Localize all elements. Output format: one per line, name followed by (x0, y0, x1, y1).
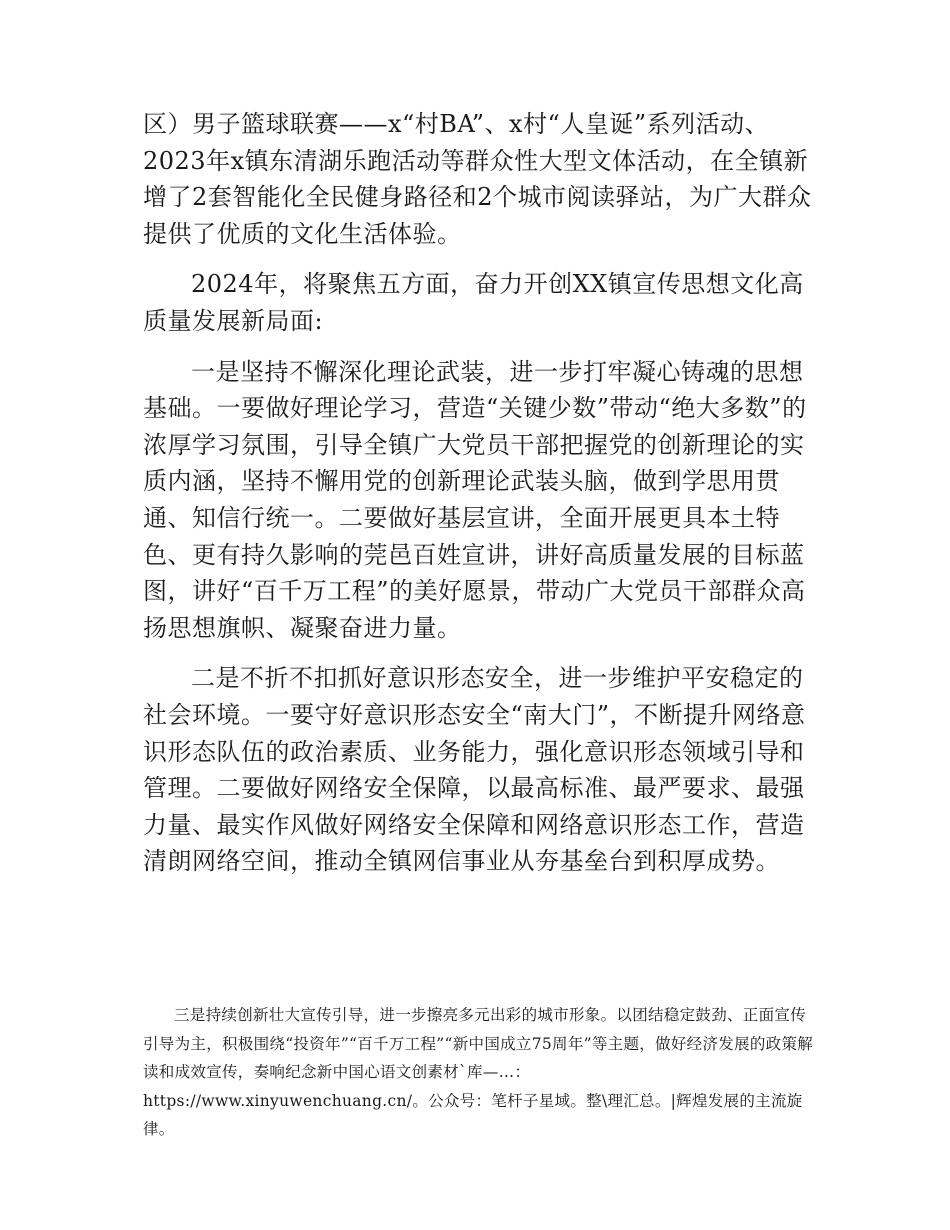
paragraph-continuation: 区）男子篮球联赛——x“村BA”、x村“人皇诞”系列活动、2023年x镇东清湖乐跑活动等群众性大型文体活动，在全镇新增了2套智能化全民健身路径和2个城市阅读驿站，为广大群众提供了优质的文化生活体验。 (143, 110, 812, 248)
document-small-paragraph (143, 1001, 815, 1144)
paragraph-2024-outlook: 2024年，将聚焦五方面，奋力开创XX镇宣传思想文化高质量发展新局面: (143, 270, 804, 335)
paragraph-publicity-guidance: 三是持续创新壮大宣传引导，进一步擦亮多元出彩的城市形象。以团结稳定鼓劲、正面宣传引导为主，积极围绕“投资年”“百千万工程”“新中国成立75周年”等主题，做好经济发展的政策解读和成效宣传，奏响纪念新中国心语文创素材`库—…：https://www.xinyuwenchuang.cn/。公众号：笔杆子星域。整\理汇总。|辉煌发展的主流旋律。 (143, 1006, 814, 1138)
document-body (143, 106, 815, 880)
paragraph-theory-armament: 一是坚持不懈深化理论武装，进一步打牢凝心铸魂的思想基础。一要做好理论学习，营造“关键少数”带动“绝大多数”的浓厚学习氛围，引导全镇广大党员干部把握党的创新理论的实质内涵，坚持不懈用党的创新理论武装头脑，做到学思用贯通、知信行统一。二要做好基层宣讲，全面开展更具本土特色、更有持久影响的莞邑百姓宣讲，讲好高质量发展的目标蓝图，讲好“百千万工程”的美好愿景，带动广大党员干部群众高扬思想旗帜、凝聚奋进力量。 (143, 357, 807, 642)
paragraph-ideology-security: 二是不折不扣抓好意识形态安全，进一步维护平安稳定的社会环境。一要守好意识形态安全“南大门”，不断提升网络意识形态队伍的政治素质、业务能力，强化意识形态领域引导和管理。二要做好网络安全保障，以最高标准、最严要求、最强力量、最实作风做好网络安全保障和网络意识形态工作，营造清朗网络空间，推动全镇网信事业从夯基垒台到积厚成势。 (143, 664, 806, 876)
